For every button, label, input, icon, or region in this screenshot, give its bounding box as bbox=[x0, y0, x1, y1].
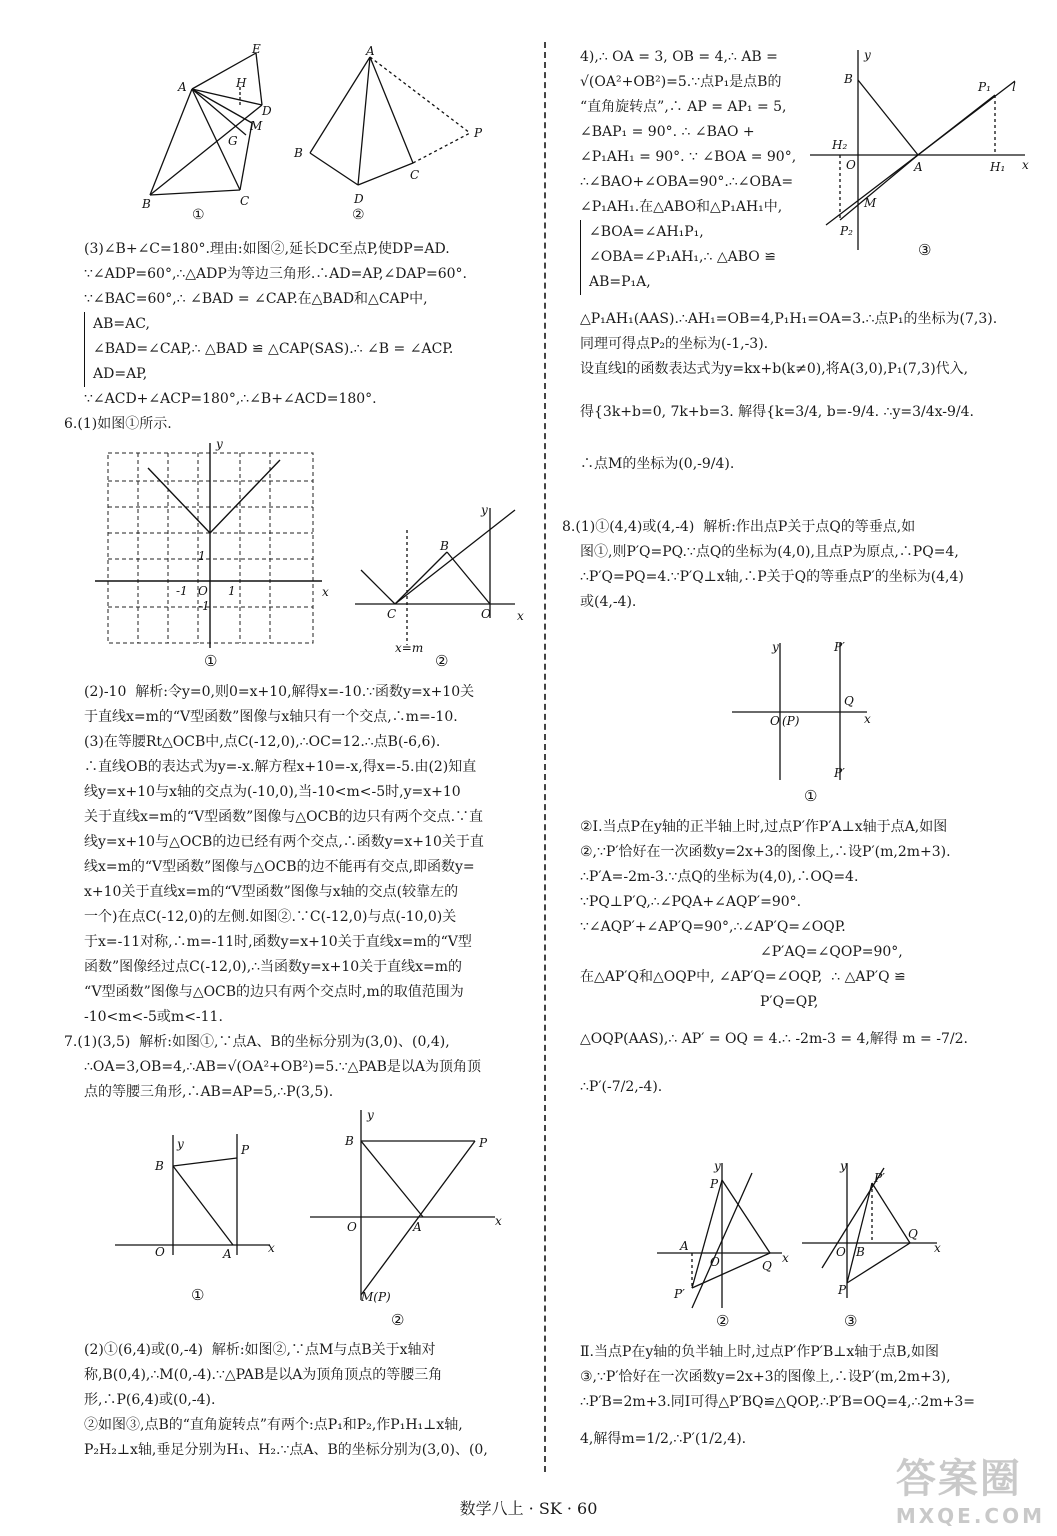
fig-caption: ③ bbox=[918, 241, 932, 259]
text-line: ∴OA=3,OB=4,∴AB=√(OA²+OB²)=5.∵△PAB是以A为顶角顶 bbox=[84, 1059, 482, 1075]
axis-label: H₁ bbox=[990, 160, 1006, 174]
axis-label: x=m bbox=[395, 641, 424, 655]
axis-label: x bbox=[517, 609, 524, 623]
figure-top-2 bbox=[288, 45, 488, 215]
axis-label: O bbox=[836, 1245, 846, 1259]
text-line: ∵∠AQP′+∠AP′Q=90°,∴∠AP′Q=∠OQP. bbox=[580, 919, 846, 935]
text-line: x+10关于直线x=m的“V型函数”图像与x轴的交点(较靠左的 bbox=[84, 884, 459, 900]
fig-caption: ① bbox=[191, 1286, 205, 1304]
axis-label: O bbox=[155, 1245, 165, 1259]
fig-caption: ① bbox=[192, 207, 205, 223]
fig-caption: ① bbox=[204, 652, 218, 670]
axis-label: -1 bbox=[198, 599, 210, 613]
text-line: ∵∠BAC=60°,∴ ∠BAD = ∠CAP.在△BAD和△CAP中, bbox=[84, 291, 428, 307]
axis-label: O bbox=[481, 607, 491, 621]
text-line: ∴直线OB的表达式为y=-x.解方程x+10=-x,得x=-5.由(2)知直 bbox=[84, 759, 477, 775]
solution-7-1 bbox=[64, 1030, 534, 1105]
axis-label: P₂ bbox=[840, 224, 853, 238]
axis-label: y bbox=[864, 48, 871, 62]
axis-label: B bbox=[844, 72, 853, 86]
axis-label: P′ bbox=[834, 766, 845, 780]
axis-label: y bbox=[367, 1108, 374, 1122]
text-line: ∴点M的坐标为(0,-9/4). bbox=[580, 456, 735, 472]
text-line: 同理可得点P₂的坐标为(-1,-3). bbox=[580, 336, 769, 352]
solution-8-1 bbox=[562, 515, 1050, 615]
text-line: 设直线l的函数表达式为y=kx+b(k≠0),将A(3,0),P₁(7,3)代入, bbox=[580, 361, 969, 377]
text-line: 或(4,-4). bbox=[580, 594, 637, 610]
solution-7-2-end bbox=[580, 307, 1050, 486]
q7-figure-1 bbox=[115, 1130, 285, 1305]
text-line: ②Ⅰ.当点P在y轴的正半轴上时,过点P′作P′A⊥x轴于点A,如图 bbox=[580, 819, 948, 835]
fig-caption: ② bbox=[435, 652, 449, 670]
fig-caption: ② bbox=[352, 207, 365, 223]
axis-label: x bbox=[782, 1251, 789, 1265]
text-line: “V型函数”图像与△OCB的边只有两个交点时,m的取值范围为 bbox=[84, 984, 464, 1000]
text-line: △P₁AH₁(AAS).∴AH₁=OB=4,P₁H₁=OA=3.∴点P₁的坐标为(7,3). bbox=[580, 311, 998, 327]
text-line: 形,∴P(6,4)或(0,-4). bbox=[84, 1392, 216, 1408]
fig-caption: ② bbox=[391, 1311, 405, 1329]
solution-5-3 bbox=[84, 237, 532, 412]
axis-label: 1 bbox=[198, 549, 206, 563]
text-line: 点的等腰三角形,∴AB=AP=5,∴P(3,5). bbox=[84, 1084, 334, 1100]
q8-figure-1 bbox=[732, 635, 882, 805]
fig-label: P bbox=[474, 126, 483, 140]
text-line: ∵PQ⊥P′Q,∴∠PQA+∠AQP′=90°. bbox=[580, 894, 802, 910]
fig-label: D bbox=[262, 104, 272, 118]
text-line: (2)-10 解析:令y=0,则0=x+10,解得x=-10.∵函数y=x+10关 bbox=[84, 684, 475, 700]
solution-7-2-cont bbox=[580, 45, 830, 295]
text-line: 线y=x+10与△OCB的边已经有两个交点,∴函数y=x+10关于直 bbox=[84, 834, 484, 850]
watermark-top: 答案圈 bbox=[895, 1456, 1022, 1502]
text-line: ∴P′(-7/2,-4). bbox=[580, 1079, 663, 1095]
axis-label: x bbox=[322, 585, 329, 599]
text-line: √(OA²+OB²)=5.∵点P₁是点B的 bbox=[580, 74, 782, 90]
text-line: ②如图③,点B的“直角旋转点”有两个:点P₁和P₂,作P₁H₁⊥x轴, bbox=[84, 1417, 463, 1433]
axis-label: P′ bbox=[834, 640, 845, 654]
axis-label: 1 bbox=[228, 584, 236, 598]
axis-label: y bbox=[840, 1159, 847, 1173]
q8-figure-2 bbox=[652, 1158, 797, 1333]
axis-label: y bbox=[177, 1137, 184, 1151]
text-line: ③,∵P′恰好在一次函数y=2x+3的图像上,∴设P′(m,2m+3), bbox=[580, 1369, 951, 1385]
page-footer: 数学八上 · SK · 60 bbox=[459, 1499, 598, 1518]
text-line: (3)在等腰Rt△OCB中,点C(-12,0),∴OC=12.∴点B(-6,6). bbox=[84, 734, 441, 750]
axis-label: O bbox=[347, 1220, 357, 1234]
question-6-heading: 6.(1)如图①所示. bbox=[64, 416, 172, 432]
axis-label: B bbox=[856, 1245, 865, 1259]
text-line: 图①,则P′Q=PQ.∵点Q的坐标为(4,0),且点P为原点,∴PQ=4, bbox=[580, 544, 959, 560]
figure-top-1 bbox=[140, 42, 280, 220]
text-line: ∠P′AQ=∠QOP=90°, bbox=[760, 944, 903, 960]
q6-figure-1 bbox=[90, 438, 330, 668]
text-line: P₂H₂⊥x轴,垂足分别为H₁、H₂.∵点A、B的坐标分别为(3,0)、(0, bbox=[84, 1442, 488, 1458]
q6-figure-2 bbox=[355, 500, 530, 670]
axis-label: Q bbox=[762, 1259, 772, 1273]
fig-caption: ③ bbox=[844, 1312, 858, 1330]
text-line: 7.(1)(3,5) 解析:如图①,∵点A、B的坐标分别为(3,0)、(0,4), bbox=[64, 1034, 450, 1050]
text-line: ∴P′A=-2m-3.∵点Q的坐标为(4,0),∴OQ=4. bbox=[580, 869, 859, 885]
watermark-bottom: MXQE.COM bbox=[895, 1504, 1045, 1528]
text-line: 得{3k+b=0, 7k+b=3. 解得{k=3/4, b=-9/4. ∴y=3/4x-9/4. bbox=[580, 404, 974, 420]
fig-label: M bbox=[250, 119, 263, 133]
text-line: “直角旋转点”,∴ AP = AP₁ = 5, bbox=[580, 99, 787, 115]
text-line: ∵∠ACD+∠ACP=180°,∴∠B+∠ACD=180°. bbox=[84, 391, 377, 407]
fig-label: A bbox=[366, 44, 375, 58]
axis-label: x bbox=[934, 1241, 941, 1255]
text-line: AB=AC, bbox=[84, 312, 532, 337]
axis-label: A bbox=[680, 1239, 689, 1253]
axis-label: B bbox=[440, 539, 449, 553]
solution-8-2-I bbox=[580, 815, 1050, 1111]
fig-label: D bbox=[354, 192, 364, 206]
text-line: Ⅱ.当点P在y轴的负半轴上时,过点P′作P′B⊥x轴于点B,如图 bbox=[580, 1344, 940, 1360]
fig-caption: ① bbox=[804, 787, 818, 805]
axis-label: O bbox=[710, 1255, 720, 1269]
fig-label: C bbox=[240, 194, 250, 208]
axis-label: M(P) bbox=[361, 1290, 391, 1304]
text-line: ∵∠ADP=60°,∴△ADP为等边三角形.∴AD=AP,∠DAP=60°. bbox=[84, 266, 467, 282]
text-line: ∴P′B=2m+3.同Ⅰ可得△P′BQ≌△QOP,∴P′B=OQ=4,∴2m+3= bbox=[580, 1394, 975, 1410]
text-line: (3)∠B+∠C=180°.理由:如图②,延长DC至点P,使DP=AD. bbox=[84, 241, 450, 257]
q8-figure-3 bbox=[802, 1158, 952, 1333]
axis-label: P′ bbox=[874, 1171, 885, 1185]
axis-label: x bbox=[864, 712, 871, 726]
axis-label: O bbox=[198, 584, 208, 598]
text-line: 关于直线x=m的“V型函数”图像与△OCB的边只有两个交点.∵直 bbox=[84, 809, 484, 825]
text-line: 4),∴ OA = 3, OB = 4,∴ AB = bbox=[580, 49, 778, 65]
axis-label: y bbox=[481, 503, 488, 517]
axis-label: P′ bbox=[674, 1287, 685, 1301]
axis-label: y bbox=[216, 437, 223, 451]
watermark-logo bbox=[896, 1447, 1045, 1528]
fig-label: B bbox=[142, 197, 151, 211]
q7-figure-2 bbox=[305, 1105, 515, 1330]
axis-label: P bbox=[479, 1136, 488, 1150]
text-line: -10<m<-5或m<-11. bbox=[84, 1009, 223, 1025]
axis-label: (P) bbox=[782, 714, 800, 728]
text-line: 4,解得m=1/2,∴P′(1/2,4). bbox=[580, 1431, 747, 1447]
axis-label: A bbox=[914, 160, 923, 174]
text-line: 在△AP′Q和△OQP中, ∠AP′Q=∠OQP, ∴ △AP′Q ≌ bbox=[580, 969, 906, 985]
text-line: P′Q=QP, bbox=[760, 994, 819, 1010]
text-line: 一个)在点C(-12,0)的左侧.如图②.∵C(-12,0)与点(-10,0)关 bbox=[84, 909, 457, 925]
text-line: ∴∠BAO+∠OBA=90°.∴∠OBA= bbox=[580, 174, 794, 190]
fig-label: G bbox=[228, 134, 238, 148]
text-line: 函数”图像经过点C(-12,0),∴当函数y=x+10关于直线x=m的 bbox=[84, 959, 463, 975]
text-line: ∠BAD=∠CAP,∴ △BAD ≌ △CAP(SAS).∴ ∠B = ∠ACP. bbox=[84, 337, 532, 362]
axis-label: y bbox=[772, 640, 779, 654]
axis-label: O bbox=[770, 714, 780, 728]
fig-label: E bbox=[252, 42, 261, 56]
axis-label: Q bbox=[844, 694, 854, 708]
text-line: ∠BOA=∠AH₁P₁, bbox=[580, 220, 830, 245]
text-line: ∴P′Q=PQ=4.∵P′Q⊥x轴,∴P关于Q的等垂点P′的坐标为(4,4) bbox=[580, 569, 964, 585]
axis-label: P₁ bbox=[978, 80, 991, 94]
axis-label: x bbox=[1022, 158, 1029, 172]
fig-label: C bbox=[410, 168, 420, 182]
axis-label: M bbox=[864, 196, 877, 210]
axis-label: O bbox=[846, 158, 856, 172]
axis-label: A bbox=[413, 1220, 422, 1234]
solution-6-2-3 bbox=[84, 680, 534, 1030]
text-line: 线x=m的“V型函数”图像与△OCB的边不能再有交点,即函数y= bbox=[84, 859, 475, 875]
text-line: (2)①(6,4)或(0,-4) 解析:如图②,∵点M与点B关于x轴对 bbox=[84, 1342, 436, 1358]
axis-label: P bbox=[838, 1283, 847, 1297]
axis-label: Q bbox=[908, 1227, 918, 1241]
text-line: 于直线x=m的“V型函数”图像与x轴只有一个交点,∴m=-10. bbox=[84, 709, 458, 725]
text-line: ∠P₁AH₁.在△ABO和△P₁AH₁中, bbox=[580, 199, 783, 215]
axis-label: -1 bbox=[176, 584, 188, 598]
text-line: ∠OBA=∠P₁AH₁,∴ △ABO ≌ bbox=[580, 245, 830, 270]
axis-label: C bbox=[387, 607, 397, 621]
axis-label: x bbox=[268, 1241, 275, 1255]
axis-label: l bbox=[1012, 80, 1016, 94]
column-divider bbox=[544, 42, 546, 1472]
axis-label: B bbox=[155, 1159, 164, 1173]
text-line: 线y=x+10与x轴的交点为(-10,0),当-10<m<-5时,y=x+10 bbox=[84, 784, 461, 800]
axis-label: B bbox=[345, 1134, 354, 1148]
text-line: △OQP(AAS),∴ AP′ = OQ = 4.∴ -2m-3 = 4,解得 m = -7/2. bbox=[580, 1031, 968, 1047]
text-line: 8.(1)①(4,4)或(4,-4) 解析:作出点P关于点Q的等垂点,如 bbox=[562, 519, 916, 535]
q7-figure-3 bbox=[810, 45, 1050, 260]
axis-label: A bbox=[223, 1247, 232, 1261]
text-line: 于x=-11对称,∴m=-11时,函数y=x+10关于直线x=m的“V型 bbox=[84, 934, 472, 950]
text-line: 称,B(0,4),∴M(0,-4).∵△PAB是以A为顶角顶点的等腰三角 bbox=[84, 1367, 443, 1383]
axis-label: P bbox=[241, 1143, 250, 1157]
solution-7-2 bbox=[84, 1338, 534, 1463]
fig-label: B bbox=[294, 146, 303, 160]
text-line: AD=AP, bbox=[84, 362, 532, 387]
text-line: AB=P₁A, bbox=[580, 270, 830, 295]
text-line: ②,∵P′恰好在一次函数y=2x+3的图像上,∴设P′(m,2m+3). bbox=[580, 844, 951, 860]
axis-label: H₂ bbox=[832, 138, 848, 152]
axis-label: P bbox=[710, 1177, 719, 1191]
text-line: ∠P₁AH₁ = 90°. ∵ ∠BOA = 90°, bbox=[580, 149, 797, 165]
axis-label: x bbox=[495, 1214, 502, 1228]
solution-8-2-II bbox=[580, 1340, 1050, 1463]
fig-caption: ② bbox=[716, 1312, 730, 1330]
fig-label: H bbox=[236, 76, 247, 90]
axis-label: y bbox=[714, 1159, 721, 1173]
fig-label: A bbox=[178, 80, 187, 94]
text-line: ∠BAP₁ = 90°. ∴ ∠BAO + bbox=[580, 124, 755, 140]
